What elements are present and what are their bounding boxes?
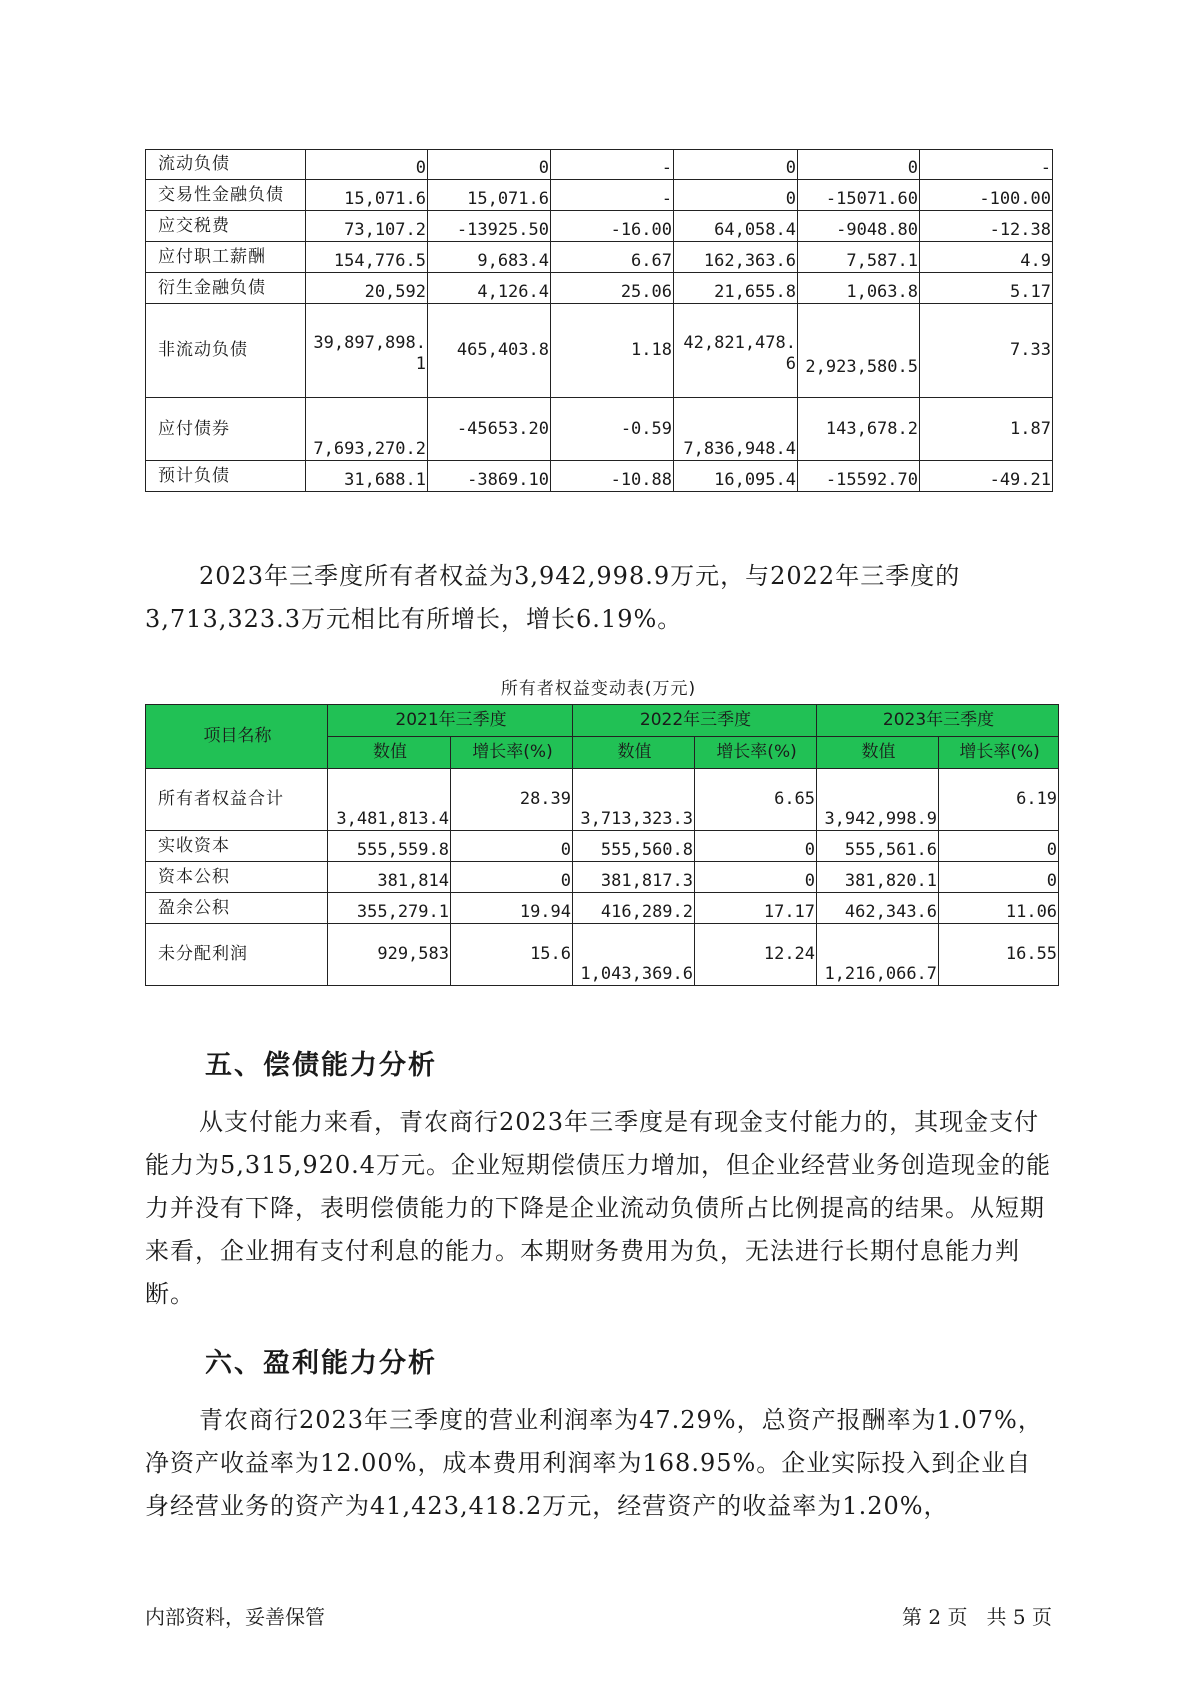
table-cell: 162,363.6 bbox=[674, 242, 798, 273]
table-cell: 355,279.1 bbox=[328, 893, 451, 924]
table-cell: 929,583 bbox=[328, 924, 451, 986]
row-label: 非流动负债 bbox=[146, 304, 306, 398]
table-cell: -13925.50 bbox=[428, 211, 551, 242]
table-cell: 3,713,323.3 bbox=[573, 769, 695, 831]
table-cell: 143,678.2 bbox=[798, 398, 920, 461]
table-row bbox=[146, 461, 1053, 492]
table-cell: 39,897,898.1 bbox=[306, 304, 428, 398]
table-cell: 7.33 bbox=[920, 304, 1053, 398]
table-cell: 0 bbox=[695, 862, 817, 893]
table-cell: 4,126.4 bbox=[428, 273, 551, 304]
table-cell: 555,559.8 bbox=[328, 831, 451, 862]
table-cell: 381,820.1 bbox=[817, 862, 939, 893]
table-cell: 15,071.6 bbox=[306, 180, 428, 211]
table-cell: -45653.20 bbox=[428, 398, 551, 461]
table-cell: 7,693,270.2 bbox=[306, 398, 428, 461]
table-row bbox=[146, 273, 1053, 304]
row-label: 实收资本 bbox=[146, 831, 328, 862]
table-cell: 1.87 bbox=[920, 398, 1053, 461]
table-cell: 25.06 bbox=[551, 273, 674, 304]
table-row bbox=[146, 211, 1053, 242]
table-cell: 31,688.1 bbox=[306, 461, 428, 492]
row-label: 应付职工薪酬 bbox=[146, 242, 306, 273]
row-label: 未分配利润 bbox=[146, 924, 328, 986]
table-cell: 12.24 bbox=[695, 924, 817, 986]
row-label: 盈余公积 bbox=[146, 893, 328, 924]
equity-table-caption: 所有者权益变动表(万元) bbox=[500, 679, 697, 699]
row-label: 预计负债 bbox=[146, 461, 306, 492]
table-cell: 28.39 bbox=[451, 769, 573, 831]
table-cell: 0 bbox=[306, 150, 428, 180]
table-row bbox=[146, 180, 1053, 211]
row-label: 所有者权益合计 bbox=[146, 769, 328, 831]
table-cell: 15,071.6 bbox=[428, 180, 551, 211]
table-cell: 555,560.8 bbox=[573, 831, 695, 862]
equity-summary-paragraph: 2023年三季度所有者权益为3,942,998.9万元，与2022年三季度的3,713,323.3万元相比有所增长，增长6.19%。 bbox=[145, 562, 961, 633]
table-row bbox=[146, 398, 1053, 461]
table-cell: -15071.60 bbox=[798, 180, 920, 211]
column-header-period: 2023年三季度 bbox=[817, 705, 1059, 737]
row-label: 应付债券 bbox=[146, 398, 306, 461]
table-row bbox=[146, 862, 1059, 893]
table-cell: -9048.80 bbox=[798, 211, 920, 242]
column-header-growth: 增长率(%) bbox=[939, 737, 1059, 769]
table-cell: 0 bbox=[451, 862, 573, 893]
table-cell: 42,821,478.6 bbox=[674, 304, 798, 398]
column-header-growth: 增长率(%) bbox=[695, 737, 817, 769]
table-cell: 9,683.4 bbox=[428, 242, 551, 273]
table-cell: -3869.10 bbox=[428, 461, 551, 492]
table-row bbox=[146, 831, 1059, 862]
column-header-value: 数值 bbox=[817, 737, 939, 769]
table-cell: 154,776.5 bbox=[306, 242, 428, 273]
table-cell: 381,814 bbox=[328, 862, 451, 893]
table-cell: 11.06 bbox=[939, 893, 1059, 924]
liabilities-table bbox=[145, 149, 1053, 492]
table-cell: 16,095.4 bbox=[674, 461, 798, 492]
table-cell: 20,592 bbox=[306, 273, 428, 304]
row-label: 交易性金融负债 bbox=[146, 180, 306, 211]
table-cell: 17.17 bbox=[695, 893, 817, 924]
table-cell: 6.19 bbox=[939, 769, 1059, 831]
table-cell: -10.88 bbox=[551, 461, 674, 492]
table-cell: -16.00 bbox=[551, 211, 674, 242]
table-cell: 0 bbox=[695, 831, 817, 862]
table-cell: 416,289.2 bbox=[573, 893, 695, 924]
table-cell: 555,561.6 bbox=[817, 831, 939, 862]
row-label: 资本公积 bbox=[146, 862, 328, 893]
table-cell: 0 bbox=[451, 831, 573, 862]
table-cell: 3,942,998.9 bbox=[817, 769, 939, 831]
profitability-paragraph: 青农商行2023年三季度的营业利润率为47.29%，总资产报酬率为1.07%，净资产收益率为12.00%，成本费用利润率为168.95%。企业实际投入到企业自身经营业务的资产为41,423,418.2万元，经营资产的收益率为1.20%， bbox=[145, 1406, 1043, 1520]
footer-confidential-note: 内部资料，妥善保管 bbox=[145, 1605, 325, 1629]
table-row bbox=[146, 304, 1053, 398]
table-header-row bbox=[146, 705, 1059, 737]
table-cell: 21,655.8 bbox=[674, 273, 798, 304]
table-cell: 6.65 bbox=[695, 769, 817, 831]
table-cell: - bbox=[551, 150, 674, 180]
column-header-growth: 增长率(%) bbox=[451, 737, 573, 769]
table-cell: 0 bbox=[939, 862, 1059, 893]
table-cell: 19.94 bbox=[451, 893, 573, 924]
table-cell: 64,058.4 bbox=[674, 211, 798, 242]
table-cell: 3,481,813.4 bbox=[328, 769, 451, 831]
table-cell: - bbox=[551, 180, 674, 211]
table-cell: 4.9 bbox=[920, 242, 1053, 273]
row-label: 应交税费 bbox=[146, 211, 306, 242]
table-cell: 16.55 bbox=[939, 924, 1059, 986]
table-cell: 0 bbox=[428, 150, 551, 180]
table-cell: 0 bbox=[798, 150, 920, 180]
row-label: 衍生金融负债 bbox=[146, 273, 306, 304]
table-cell: 73,107.2 bbox=[306, 211, 428, 242]
table-cell: 2,923,580.5 bbox=[798, 304, 920, 398]
table-row bbox=[146, 242, 1053, 273]
table-cell: 1,043,369.6 bbox=[573, 924, 695, 986]
table-cell: 6.67 bbox=[551, 242, 674, 273]
table-cell: 7,836,948.4 bbox=[674, 398, 798, 461]
table-cell: -15592.70 bbox=[798, 461, 920, 492]
table-row bbox=[146, 769, 1059, 831]
table-cell: 7,587.1 bbox=[798, 242, 920, 273]
row-label: 流动负债 bbox=[146, 150, 306, 180]
table-cell: 381,817.3 bbox=[573, 862, 695, 893]
table-cell: 462,343.6 bbox=[817, 893, 939, 924]
table-row bbox=[146, 893, 1059, 924]
column-header-item: 项目名称 bbox=[146, 705, 328, 769]
column-header-value: 数值 bbox=[328, 737, 451, 769]
footer-page-number: 第 2 页 共 5 页 bbox=[902, 1605, 1052, 1629]
section-heading-profitability: 六、盈利能力分析 bbox=[205, 1348, 437, 1379]
equity-table bbox=[145, 704, 1059, 986]
column-header-period: 2021年三季度 bbox=[328, 705, 573, 737]
table-cell: 5.17 bbox=[920, 273, 1053, 304]
table-cell: 15.6 bbox=[451, 924, 573, 986]
table-row bbox=[146, 150, 1053, 180]
table-cell: -49.21 bbox=[920, 461, 1053, 492]
section-heading-solvency: 五、偿债能力分析 bbox=[205, 1050, 437, 1081]
table-cell: 1,063.8 bbox=[798, 273, 920, 304]
table-cell: 1.18 bbox=[551, 304, 674, 398]
table-cell: 0 bbox=[939, 831, 1059, 862]
table-cell: -0.59 bbox=[551, 398, 674, 461]
table-cell: 0 bbox=[674, 180, 798, 211]
table-cell: - bbox=[920, 150, 1053, 180]
table-cell: 465,403.8 bbox=[428, 304, 551, 398]
solvency-paragraph: 从支付能力来看，青农商行2023年三季度是有现金支付能力的，其现金支付能力为5,315,920.4万元。企业短期偿债压力增加，但企业经营业务创造现金的能力并没有下降，表明偿债能力的下降是企业流动负债所占比例提高的结果。从短期来看，企业拥有支付利息的能力。本期财务费用为负，无法进行长期付息能力判断。 bbox=[145, 1108, 1052, 1308]
column-header-value: 数值 bbox=[573, 737, 695, 769]
table-cell: -100.00 bbox=[920, 180, 1053, 211]
column-header-period: 2022年三季度 bbox=[573, 705, 817, 737]
table-row bbox=[146, 924, 1059, 986]
table-cell: -12.38 bbox=[920, 211, 1053, 242]
table-cell: 0 bbox=[674, 150, 798, 180]
table-cell: 1,216,066.7 bbox=[817, 924, 939, 986]
